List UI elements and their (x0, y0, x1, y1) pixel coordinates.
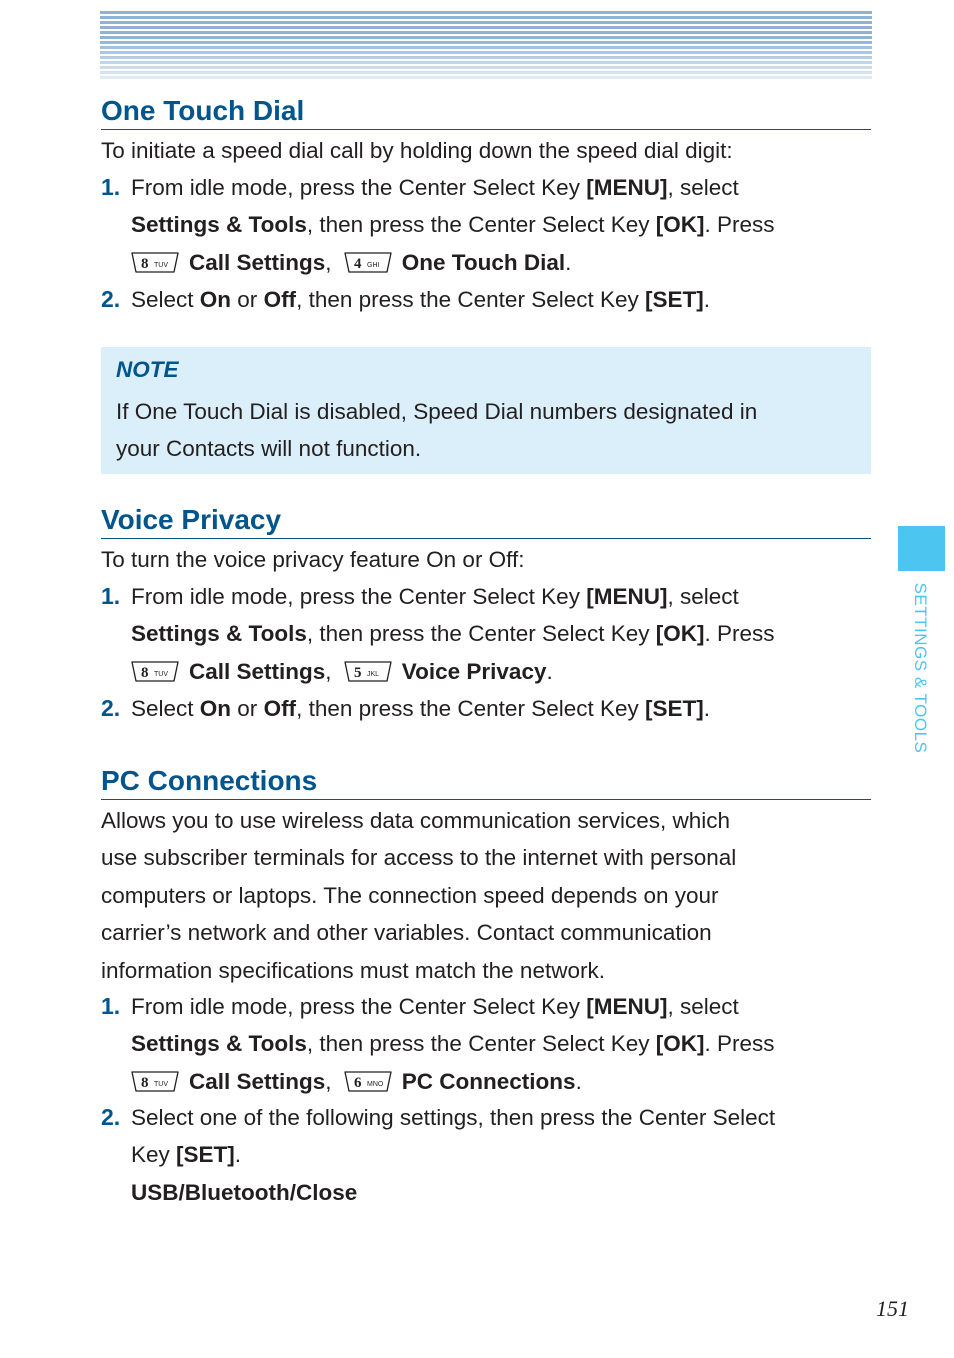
step-1 (101, 988, 861, 1100)
note-text (116, 393, 856, 468)
text: . (234, 1142, 242, 1168)
menu-path-label: Settings & Tools (131, 1031, 307, 1057)
ok-key-label: [OK] (655, 621, 705, 647)
text: , then press the Center Select Key (296, 287, 645, 312)
key-letters: TUV (154, 1080, 168, 1088)
step-number: 2. (101, 695, 121, 721)
paragraph-line: carrier’s network and other variables. Contact communication (101, 920, 712, 946)
text: From idle mode, press the Center Select Key (131, 584, 587, 609)
text: . (575, 1068, 582, 1094)
keypad-6-icon (344, 1071, 392, 1092)
menu-item-label: Call Settings (189, 249, 326, 275)
option-label: On (199, 696, 232, 721)
step-number: 1. (101, 583, 121, 609)
step-line (131, 988, 861, 1025)
text: , then press the Center Select Key (306, 621, 656, 647)
text: , then press the Center Select Key (306, 1031, 656, 1057)
text: . (703, 696, 711, 721)
text: . (703, 287, 711, 312)
step-line (131, 1063, 861, 1100)
note-line: If One Touch Dial is disabled, Speed Dial numbers designated in (116, 399, 758, 424)
text: . (546, 658, 553, 684)
step-2 (101, 1099, 861, 1211)
option-label: On (199, 287, 232, 312)
text: or (231, 287, 264, 312)
section-intro: To initiate a speed dial call by holding down the speed dial digit: (101, 138, 733, 163)
text: From idle mode, press the Center Select Key (131, 994, 587, 1019)
chapter-tab-label: SETTINGS & TOOLS (911, 582, 930, 754)
step-line (131, 615, 861, 652)
keypad-4-icon (344, 252, 392, 273)
text: , select (667, 584, 739, 609)
text: , then press the Center Select Key (306, 212, 656, 238)
step-line (131, 206, 861, 243)
section-intro: To turn the voice privacy feature On or Off: (101, 547, 525, 572)
option-label: Off (263, 696, 297, 721)
menu-item-label: Call Settings (189, 1068, 326, 1094)
section-title-voice-privacy: Voice Privacy (101, 503, 871, 539)
menu-item-label: PC Connections (401, 1068, 576, 1094)
set-key-label: [SET] (645, 696, 704, 721)
menu-path-label: Settings & Tools (131, 621, 307, 647)
paragraph-line: use subscriber terminals for access to the internet with personal (101, 845, 737, 871)
keypad-8-icon (131, 252, 179, 273)
key-digit: 8 (141, 1074, 149, 1091)
menu-item-label: One Touch Dial (401, 249, 566, 275)
key-digit: 5 (353, 664, 362, 681)
step-1 (101, 169, 861, 281)
menu-item-label: Call Settings (189, 658, 326, 684)
text: , then press the Center Select Key (296, 696, 645, 721)
key-letters: GHI (366, 261, 380, 269)
note-box (101, 347, 871, 474)
paragraph-line: information specifications must match the network. (101, 957, 605, 983)
key-letters: TUV (154, 261, 168, 269)
ok-key-label: [OK] (655, 1031, 705, 1057)
text: Select (131, 696, 200, 721)
text: , (325, 1068, 338, 1094)
key-letters: JKL (366, 670, 379, 678)
option-label: Off (263, 287, 297, 312)
text: . Press (704, 1031, 775, 1057)
step-line (131, 1025, 861, 1062)
text: , select (667, 994, 739, 1019)
step-1 (101, 578, 861, 690)
menu-item-label: Voice Privacy (401, 658, 547, 684)
text: . Press (704, 621, 775, 647)
note-title: NOTE (116, 357, 179, 382)
section-title-pc-connections: PC Connections (101, 764, 871, 800)
text: , (325, 658, 338, 684)
step-line (131, 244, 861, 281)
section-paragraph (101, 802, 861, 989)
step-number: 2. (101, 1104, 121, 1130)
menu-key-label: [MENU] (586, 175, 668, 200)
menu-key-label: [MENU] (586, 584, 668, 609)
section-title-one-touch-dial: One Touch Dial (101, 94, 871, 130)
step-line (131, 653, 861, 690)
page-number: 151 (876, 1296, 909, 1321)
set-key-label: [SET] (645, 287, 704, 312)
key-letters: TUV (154, 670, 168, 678)
step-number: 1. (101, 993, 121, 1019)
key-digit: 4 (353, 255, 362, 272)
text: or (231, 696, 264, 721)
text: . Press (704, 212, 775, 238)
step-line: Select one of the following settings, then press the Center Select (131, 1105, 776, 1130)
menu-path-label: Settings & Tools (131, 212, 307, 238)
step-line (131, 169, 861, 206)
settings-options: USB/Bluetooth/Close (131, 1179, 358, 1205)
header-stripe-fade (100, 11, 872, 79)
key-digit: 8 (141, 255, 149, 272)
key-letters: MNO (366, 1080, 384, 1088)
ok-key-label: [OK] (655, 212, 705, 238)
text: , (325, 249, 338, 275)
text: From idle mode, press the Center Select Key (131, 175, 587, 200)
keypad-8-icon (131, 1071, 179, 1092)
step-number: 2. (101, 286, 121, 312)
key-digit: 8 (141, 664, 149, 681)
menu-key-label: [MENU] (586, 994, 668, 1019)
step-number: 1. (101, 174, 121, 200)
set-key-label: [SET] (176, 1142, 235, 1168)
paragraph-line: computers or laptops. The connection speed depends on your (101, 882, 719, 908)
step-2 (101, 690, 861, 727)
keypad-5-icon (344, 661, 392, 682)
keypad-8-icon (131, 661, 179, 682)
step-line (131, 1136, 861, 1173)
note-line: your Contacts will not function. (116, 436, 422, 462)
text: . (565, 249, 572, 275)
text: , select (667, 175, 739, 200)
chapter-tab (898, 526, 945, 571)
text: Select (131, 287, 200, 312)
step-2 (101, 281, 861, 318)
paragraph-line: Allows you to use wireless data communication services, which (101, 808, 731, 833)
text: Key (131, 1142, 177, 1168)
step-line (131, 578, 861, 615)
key-digit: 6 (353, 1074, 362, 1091)
